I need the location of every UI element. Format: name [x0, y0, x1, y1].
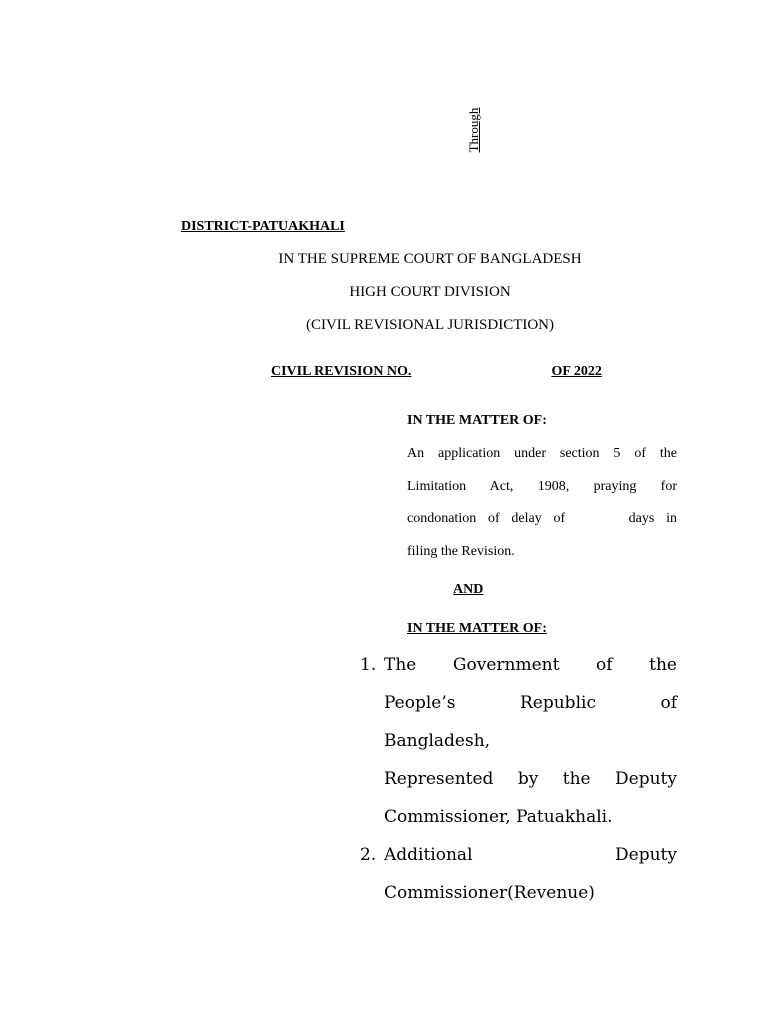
party-line: Bangladesh,: [384, 731, 491, 751]
party-line: Additional Deputy: [384, 845, 677, 865]
party-number: 1.: [360, 655, 377, 675]
party-line: Commissioner, Patuakhali.: [384, 807, 613, 827]
matter-heading-2: IN THE MATTER OF:: [407, 621, 547, 636]
district-heading: DISTRICT-PATUAKHALI: [181, 219, 345, 234]
through-annotation: Through: [466, 107, 481, 153]
party-line: Commissioner(Revenue): [384, 883, 595, 903]
application-line: [407, 511, 677, 527]
party-number: 2.: [360, 845, 377, 865]
application-line: filing the Revision.: [407, 544, 515, 559]
application-text: days in: [628, 511, 677, 526]
revision-year: OF 2022: [551, 364, 602, 379]
revision-label: CIVIL REVISION NO.: [271, 364, 412, 379]
application-line: An application under section 5 of the: [407, 446, 677, 461]
application-text: condonation of delay of: [407, 511, 566, 526]
party-line: People’s Republic of: [384, 693, 677, 713]
party-line: The Government of the: [384, 655, 677, 675]
and-separator: AND: [453, 582, 484, 597]
party-line: Represented by the Deputy: [384, 769, 677, 789]
jurisdiction-title: (CIVIL REVISIONAL JURISDICTION): [305, 317, 555, 333]
matter-heading: IN THE MATTER OF:: [407, 413, 547, 428]
application-line: Limitation Act, 1908, praying for: [407, 479, 677, 494]
division-title: HIGH COURT DIVISION: [349, 284, 511, 300]
civil-revision-heading: [271, 364, 602, 380]
court-title: IN THE SUPREME COURT OF BANGLADESH: [278, 251, 582, 267]
